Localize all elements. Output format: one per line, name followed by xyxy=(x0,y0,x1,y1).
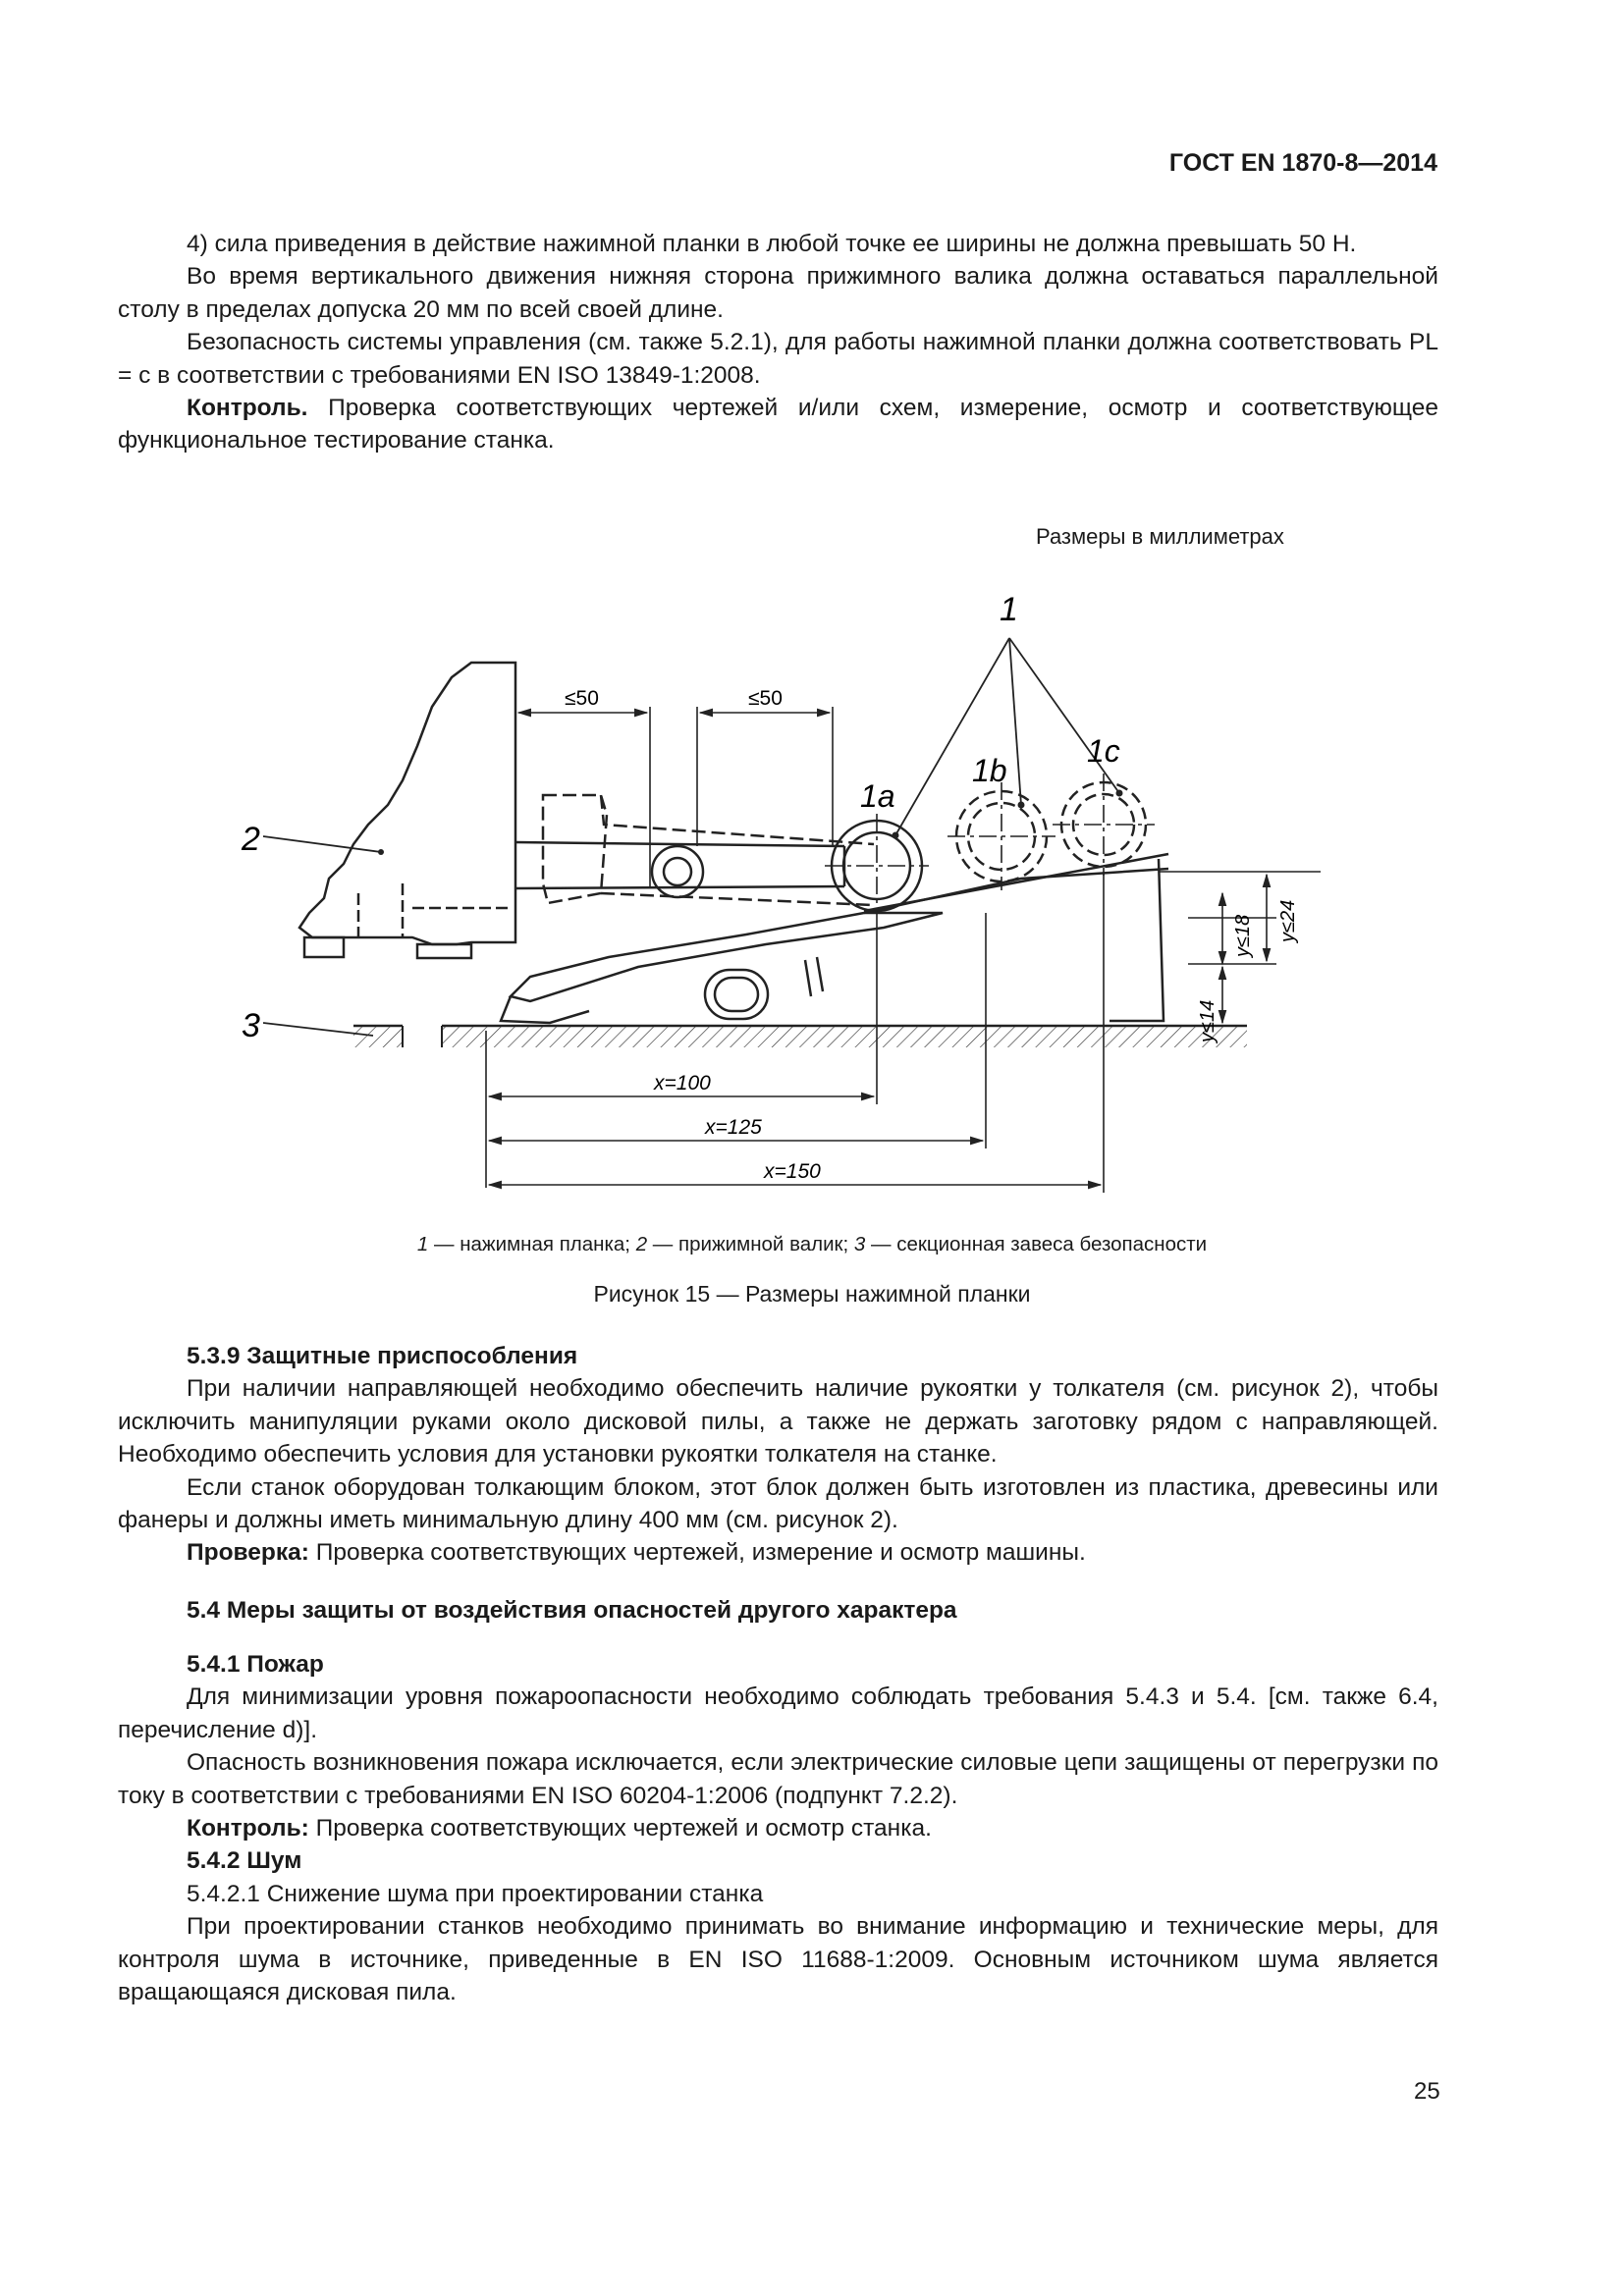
legend-t3: — секционная завеса безопасности xyxy=(865,1233,1208,1255)
label-1c: 1с xyxy=(1087,733,1120,769)
pressure-bar xyxy=(515,795,874,905)
section-5-4-1-control xyxy=(118,1812,1438,1844)
page-number: 25 xyxy=(1414,2078,1440,2105)
guide-lines xyxy=(864,854,1168,1021)
dim-y24: y≤24 xyxy=(1277,899,1299,942)
paragraph-safety: Безопасность системы управления (см. также 5.2.1), для работы нажимной планки должна соответствовать PL = c в соответствии с требованиями EN ISO 13849-1:2008. xyxy=(118,329,1438,389)
dim-x100: x=100 xyxy=(654,1072,711,1095)
paragraph-vertical: Во время вертикального движения нижняя сторона прижимного валика должна оставаться параллельной столу в пределах допуска 20 мм по всей своей длине. xyxy=(118,263,1438,323)
safety-curtain-housing xyxy=(299,663,515,958)
check-text: Проверка соответствующих чертежей, измерение и осмотр машины. xyxy=(308,1539,1086,1567)
section-5-4-2-1-title: 5.4.2.1 Снижение шума при проектировании станка xyxy=(187,1880,764,1907)
section-5-3-9-p1: При наличии направляющей необходимо обеспечить наличие рукоятки у толкателя (см. рисунок 2), чтобы исключить манипуляции руками около дисковой пилы, а также не держать заготовку рядом с направляющей. Необходимо обеспечить условия для установки рукоятки толкателя на станке. xyxy=(118,1375,1438,1468)
label-1: 1 xyxy=(1000,591,1018,628)
section-5-4-2-title: 5.4.2 Шум xyxy=(187,1847,302,1875)
control-label: Контроль. xyxy=(187,395,308,422)
control-text: Проверка соответствующих чертежей и/или схем, измерение, осмотр и соответствующее функциональное тестирование станка. xyxy=(118,395,1438,454)
legend-n1: 1 xyxy=(416,1233,429,1255)
document-header: ГОСТ EN 1870-8—2014 xyxy=(1168,149,1437,177)
dim-y18: y≤18 xyxy=(1232,914,1254,957)
figure-legend xyxy=(0,1233,1624,1256)
section-5-4-2-1-p: При проектировании станков необходимо принимать во внимание информацию и технические меры, для контроля шума в источнике, приведенные в EN ISO 11688-1:2009. Основным источником шума является вращающаяся дисковая пила. xyxy=(118,1913,1438,2006)
section-5-4-title: 5.4 Меры защиты от воздействия опасностей другого характера xyxy=(187,1597,957,1624)
section-5-4-1-p1: Для минимизации уровня пожароопасности необходимо соблюдать требования 5.4.3 и 5.4. [см. также 6.4, перечисление d)]. xyxy=(118,1683,1438,1743)
label-2: 2 xyxy=(242,821,260,858)
section-5-3-9-check xyxy=(118,1536,1438,1569)
dim-y14: y≤14 xyxy=(1197,999,1218,1042)
item-4: 4) сила приведения в действие нажимной планки в любой точке ее ширины не должна превышать 50 Н. xyxy=(187,231,1357,257)
label-1b: 1b xyxy=(972,753,1007,788)
legend-t2: — прижимной валик; xyxy=(647,1233,854,1255)
label-3: 3 xyxy=(242,1007,260,1044)
dim-x150: x=150 xyxy=(764,1160,821,1183)
section-5-4 xyxy=(118,1594,1438,1627)
section-5-4-body xyxy=(118,1648,1438,2008)
control-text-2: Проверка соответствующих чертежей и осмотр станка. xyxy=(308,1815,932,1842)
label-1a: 1а xyxy=(860,778,895,814)
section-5-3-9 xyxy=(118,1340,1438,1570)
section-5-4-1-title: 5.4.1 Пожар xyxy=(187,1651,324,1678)
dimension-lines xyxy=(486,663,1321,1193)
legend-t1: — нажимная планка; xyxy=(428,1233,636,1255)
section-5-4-1-p2: Опасность возникновения пожара исключается, если электрические силовые цепи защищены от перегрузки по току в соответствии с требованиями EN ISO 60204-1:2006 (подпункт 7.2.2). xyxy=(118,1749,1438,1809)
dim-50-right: ≤50 xyxy=(748,687,783,710)
figure-caption: Рисунок 15 — Размеры нажимной планки xyxy=(593,1281,1031,1307)
control-label-2: Контроль: xyxy=(187,1815,309,1842)
section-5-3-9-p2: Если станок оборудован толкающим блоком, этот блок должен быть изготовлен из пластика, древесины или фанеры и должны иметь минимальную длину 400 мм (см. рисунок 2). xyxy=(118,1473,1438,1534)
check-label: Проверка: xyxy=(187,1539,309,1567)
table-floor xyxy=(353,1026,1247,1047)
legend-n3: 3 xyxy=(853,1233,866,1255)
section-5-3-9-title: 5.3.9 Защитные приспособления xyxy=(187,1343,578,1369)
legend-n2: 2 xyxy=(635,1233,648,1255)
dim-50-left: ≤50 xyxy=(565,687,599,710)
dim-x125: x=125 xyxy=(705,1116,762,1139)
figure-units: Размеры в миллиметрах xyxy=(1036,524,1284,549)
